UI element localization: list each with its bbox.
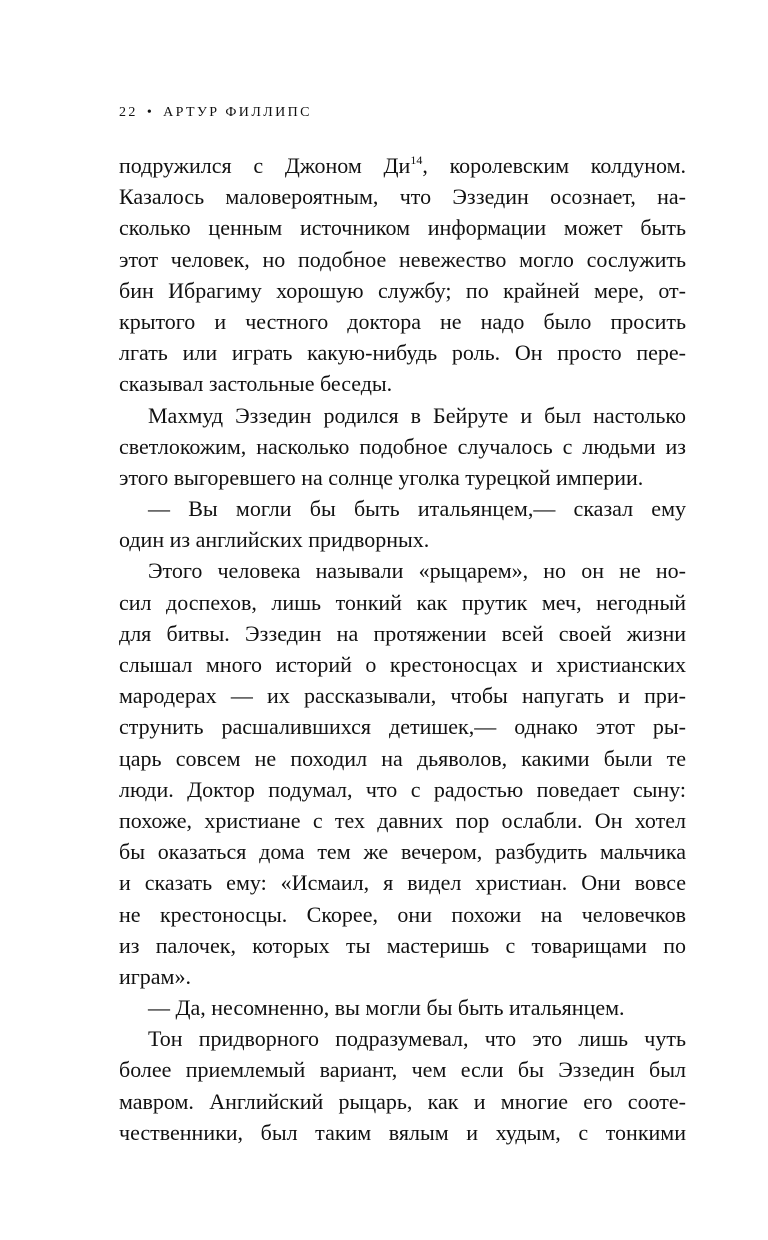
text-line <box>119 1086 686 1117</box>
text-line-content: светлокожим, насколько подобное случалось с людьми из <box>119 433 686 459</box>
text-line <box>119 867 686 898</box>
text-line-content: люди. Доктор подумал, что с радостью поведает сыну: <box>119 776 686 802</box>
text-line-content: лгать или играть какую-нибудь роль. Он просто пере- <box>119 340 686 366</box>
text-line <box>119 711 686 742</box>
running-head <box>119 105 312 121</box>
text-line <box>119 431 686 462</box>
text-line-content: сколько ценным источником информации может быть <box>119 215 686 241</box>
text-line-content: один из английских придворных. <box>119 527 430 553</box>
text-line-content: и сказать ему: «Исмаил, я видел христиан. Они вовсе <box>119 870 686 896</box>
text-line-content: этот человек, но подобное невежество могло сослужить <box>119 246 686 272</box>
text-line <box>119 680 686 711</box>
text-line <box>119 244 686 275</box>
text-line-content: царь совсем не походил на дьяволов, какими были те <box>119 745 686 771</box>
text-line-content: мародерах — их рассказывали, чтобы напугать и при- <box>119 683 686 709</box>
text-line <box>119 1117 686 1148</box>
text-line-content: Казалось маловероятным, что Эззедин осознает, на- <box>119 184 686 210</box>
text-line <box>119 992 686 1023</box>
text-line <box>119 275 686 306</box>
text-line <box>119 587 686 618</box>
text-line-content: Тон придворного подразумевал, что это лишь чуть <box>148 1026 686 1052</box>
text-line-content: чественники, был таким вялым и худым, с тонкими <box>119 1119 686 1145</box>
text-line <box>119 805 686 836</box>
text-line-content: подружился с Джоном Ди <box>119 153 411 178</box>
text-line <box>119 150 686 181</box>
text-line <box>119 649 686 680</box>
text-line-content: сказывал застольные беседы. <box>119 371 393 397</box>
text-line-content: бы оказаться дома тем же вечером, разбудить мальчика <box>119 839 686 865</box>
text-line <box>119 618 686 649</box>
text-line <box>119 306 686 337</box>
text-line <box>119 400 686 431</box>
text-line <box>119 524 686 555</box>
text-line-content: этого выгоревшего на солнце уголка турецкой империи. <box>119 464 644 490</box>
text-line-content: из палочек, которых ты мастеришь с товарищами по <box>119 932 686 958</box>
text-line <box>119 181 686 212</box>
text-line <box>119 836 686 867</box>
text-line <box>119 961 686 992</box>
text-line-content: мавром. Английский рыцарь, как и многие его соотe- <box>119 1088 686 1114</box>
text-line-content: — Вы могли бы быть итальянцем,— сказал ему <box>148 496 686 522</box>
page-number: 22 <box>119 105 138 120</box>
text-line-content: крытого и честного доктора не надо было просить <box>119 308 686 334</box>
text-line <box>119 899 686 930</box>
text-line-content: похоже, христиане с тех давних пор ослабли. Он хотел <box>119 807 686 833</box>
text-line-content: более приемлемый вариант, чем если бы Эззедин был <box>119 1057 686 1083</box>
author-name: АРТУР ФИЛЛИПС <box>163 105 312 120</box>
text-line-content: бин Ибрагиму хорошую службу; по крайней мере, от- <box>119 277 686 303</box>
text-line <box>119 555 686 586</box>
text-line-content: не крестоносцы. Скорее, они похожи на человечков <box>119 901 686 927</box>
text-line <box>119 337 686 368</box>
text-line <box>119 774 686 805</box>
text-line-content: играм». <box>119 963 191 989</box>
text-line <box>119 1023 686 1054</box>
body-text <box>119 150 686 1148</box>
text-line-content: струнить расшалившихся детишек,— однако этот ры- <box>119 714 686 740</box>
text-line-content: Махмуд Эззедин родился в Бейруте и был настолько <box>148 402 686 428</box>
text-line <box>119 462 686 493</box>
text-line-content: — Да, несомненно, вы могли бы быть итальянцем. <box>148 995 625 1021</box>
text-line <box>119 743 686 774</box>
footnote-reference: 14 <box>410 153 423 167</box>
text-line <box>119 930 686 961</box>
text-line-content: сил доспехов, лишь тонкий как прутик меч, негодный <box>119 589 686 615</box>
text-line <box>119 212 686 243</box>
text-line-content: Этого человека называли «рыцарем», но он не но- <box>148 558 686 584</box>
text-line <box>119 493 686 524</box>
text-line <box>119 368 686 399</box>
text-line-content: для битвы. Эззедин на протяжении всей своей жизни <box>119 620 686 646</box>
text-line-continuation: , королевским колдуном. <box>422 153 686 178</box>
text-line <box>119 1054 686 1085</box>
text-line-content: слышал много историй о крестоносцах и христианских <box>119 652 686 677</box>
header-separator: • <box>146 105 155 120</box>
